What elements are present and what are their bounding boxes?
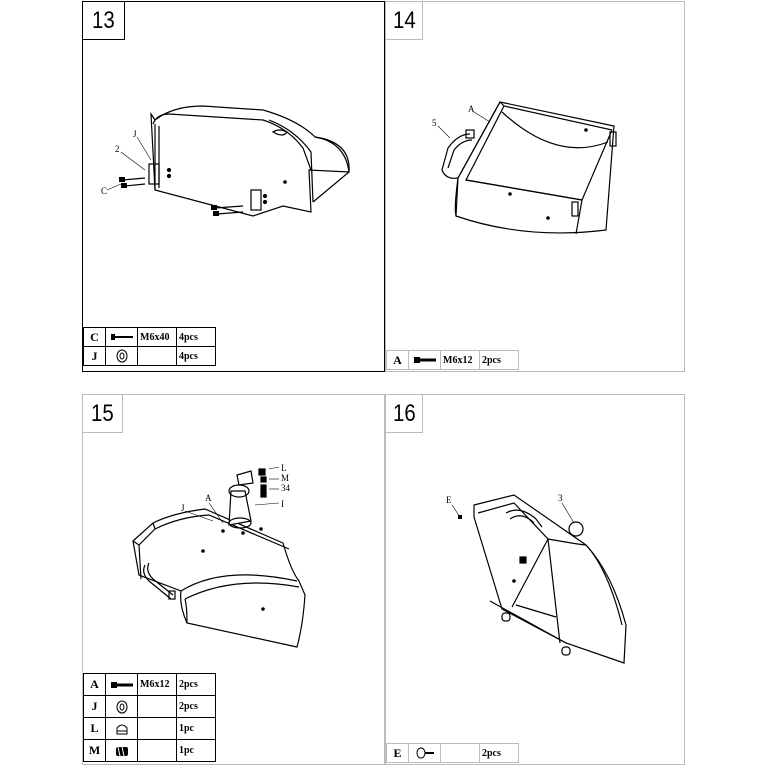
callout-34: 34 [281, 483, 290, 493]
parts-table [386, 350, 519, 370]
step-16-drawing [386, 395, 684, 740]
callout-A: A [468, 104, 475, 114]
step-15-panel [82, 394, 385, 765]
callout-2: 2 [115, 144, 120, 154]
callout-A: A [205, 493, 212, 503]
lock-washer-icon [106, 347, 138, 366]
parts-row: J 2pcs [84, 696, 216, 718]
step-14-panel [385, 1, 685, 372]
parts-table [386, 743, 519, 763]
cap-nut-icon [106, 718, 138, 740]
bolt-icon [106, 328, 138, 347]
parts-table [83, 673, 216, 762]
callout-E: E [446, 495, 452, 505]
parts-row: M 1pc [84, 740, 216, 762]
parts-row: E 2pcs [387, 744, 519, 763]
callout-I: I [281, 499, 284, 509]
step-14-drawing [386, 2, 684, 347]
step-13-drawing [83, 2, 384, 327]
step-16-panel [385, 394, 685, 765]
bolt-icon [106, 674, 138, 696]
bolt-icon [409, 351, 441, 370]
parts-row: C M6x40 4pcs [84, 328, 216, 347]
callout-L: L [281, 463, 287, 473]
callout-J: J [133, 129, 137, 139]
spring-icon [106, 740, 138, 762]
thumb-screw-icon [409, 744, 441, 763]
lock-washer-icon [106, 696, 138, 718]
step-number: 16 [386, 395, 423, 433]
callout-3: 3 [558, 493, 563, 503]
callout-J: J [181, 503, 185, 513]
parts-table [83, 327, 216, 366]
step-13-panel [82, 1, 385, 372]
callout-M: M [281, 473, 290, 483]
parts-row: A M6x12 2pcs [84, 674, 216, 696]
parts-row: A M6x12 2pcs [387, 351, 519, 370]
step-number: 14 [386, 2, 423, 40]
parts-row: J 4pcs [84, 347, 216, 366]
step-15-drawing [83, 395, 384, 675]
callout-5: 5 [432, 118, 437, 128]
step-number: 15 [83, 395, 123, 433]
step-number: 13 [83, 2, 125, 40]
callout-C: C [101, 186, 108, 196]
parts-row: L 1pc [84, 718, 216, 740]
